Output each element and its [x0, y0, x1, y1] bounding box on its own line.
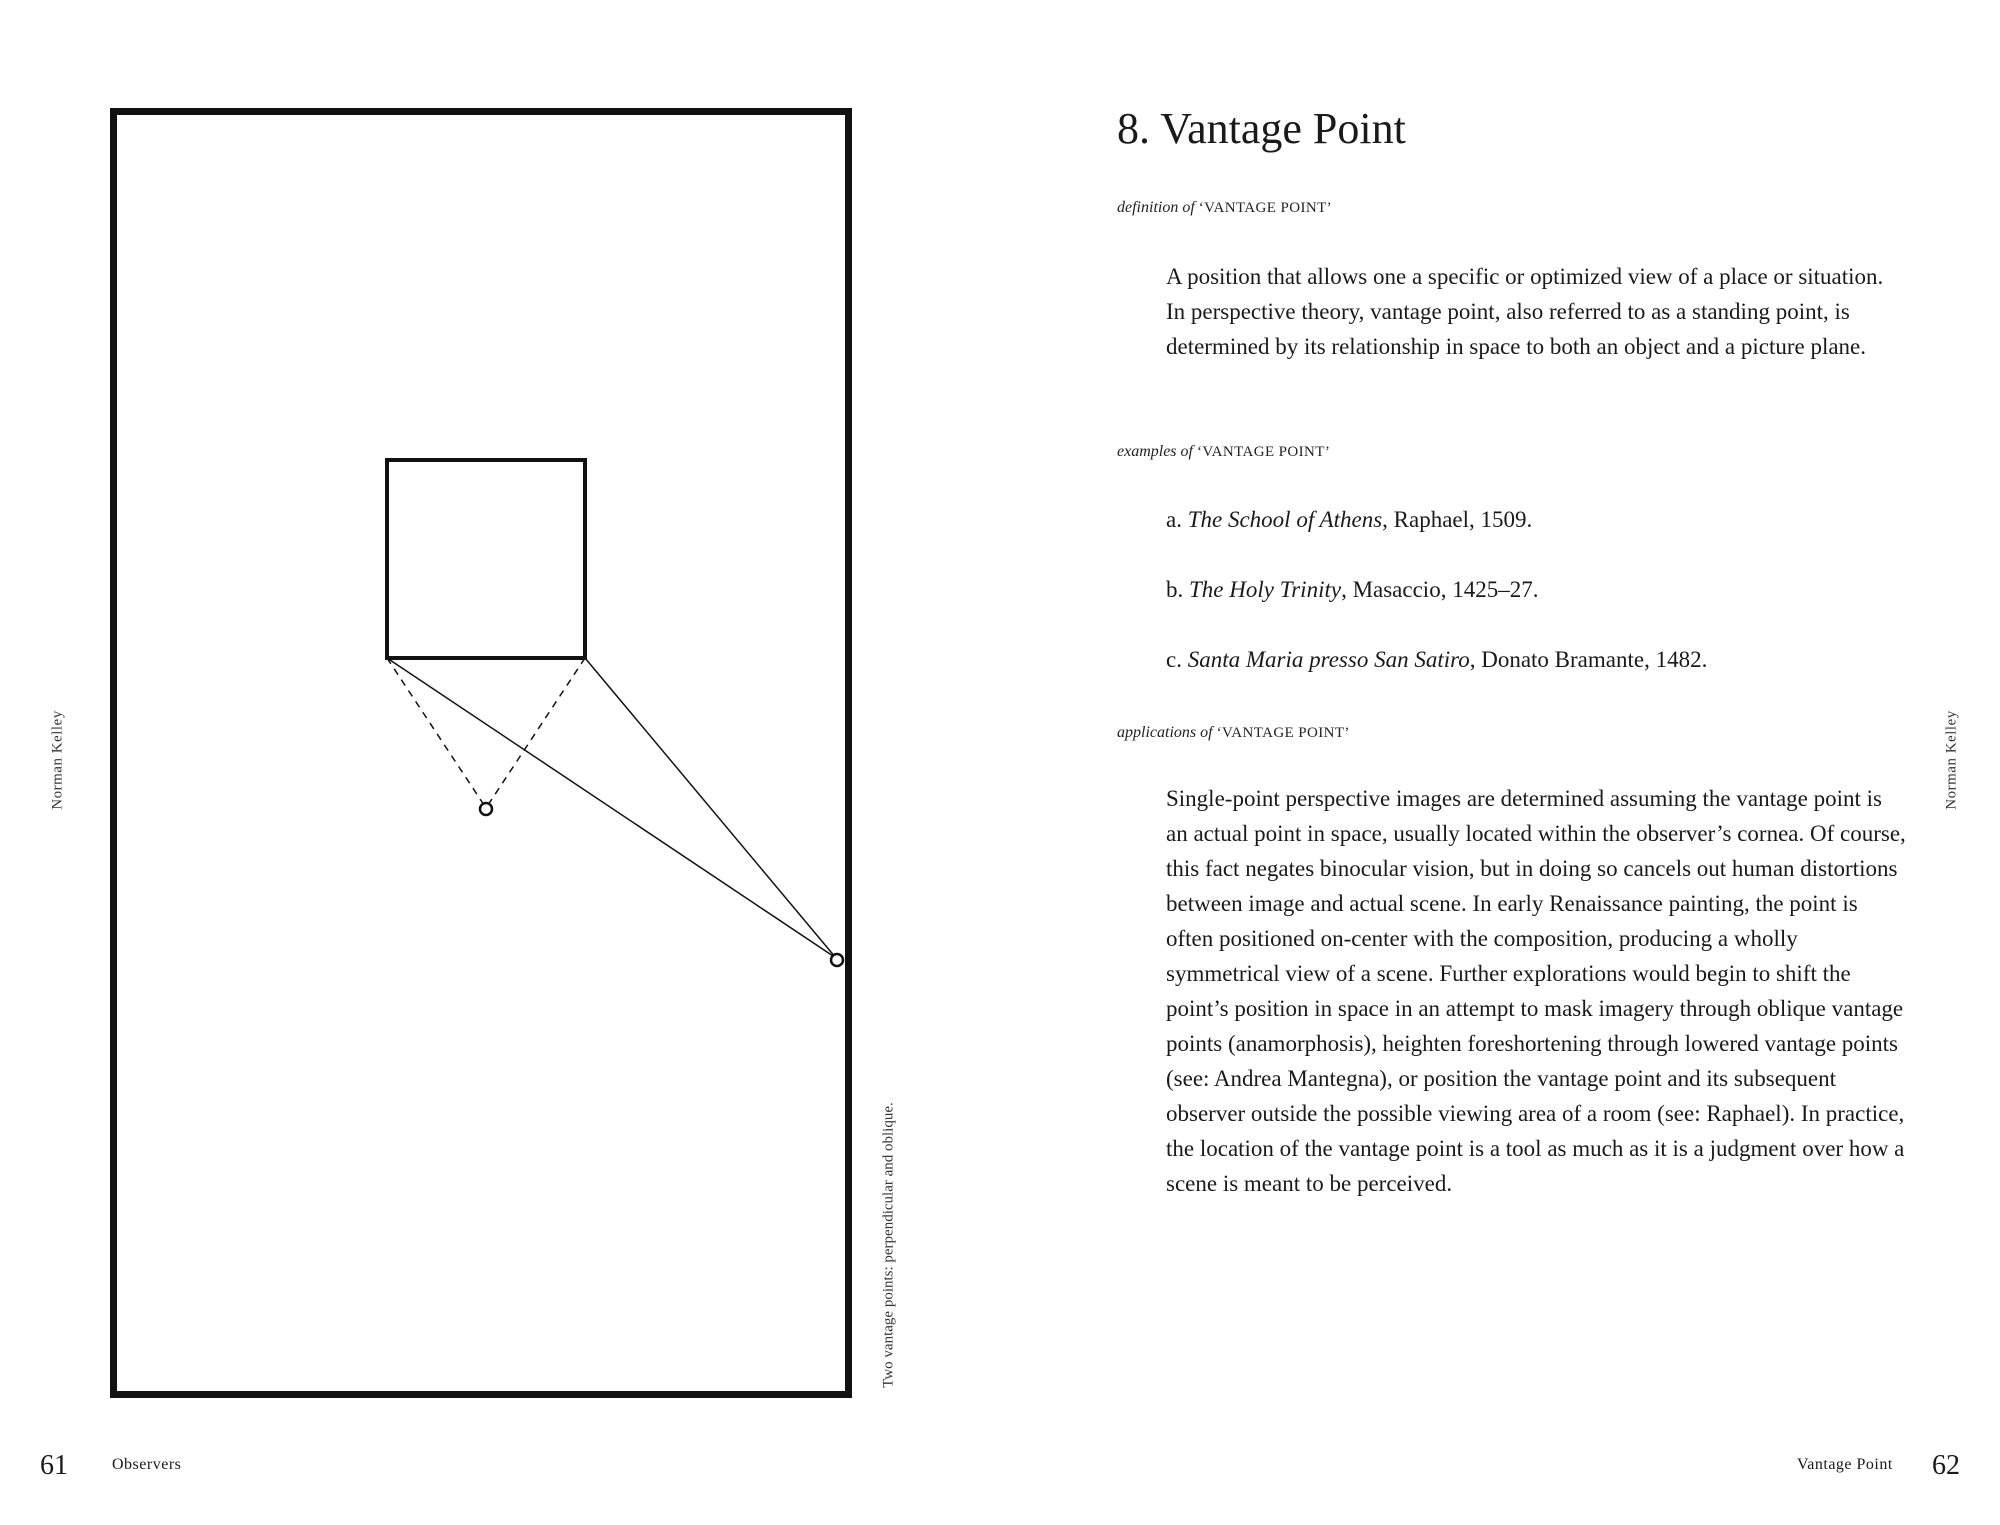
example-work: The School of Athens [1187, 507, 1383, 532]
definition-text: A position that allows one a specific or optimized view of a place or situation. In perspective theory, vantage point, also referred to as a standing point, is determined by its relationship in space to both an object and a picture plane. [1166, 264, 1884, 359]
running-head-right: Norman Kelley [1943, 710, 1960, 810]
figure-caption: Two vantage points: perpendicular and oblique. [880, 1102, 897, 1388]
object-square [387, 460, 585, 658]
applications-label-term: ‘VANTAGE POINT’ [1216, 725, 1350, 741]
definition-label-term: ‘VANTAGE POINT’ [1198, 200, 1333, 216]
example-work: The Holy Trinity [1189, 577, 1342, 602]
page-title: 8. Vantage Point [1117, 104, 1406, 153]
applications-label [1117, 724, 1350, 742]
oblique-sight-line-left [387, 658, 836, 958]
example-rest: , Raphael, 1509. [1382, 507, 1533, 532]
example-letter: b. [1166, 577, 1189, 602]
definition-label-prefix: definition of [1117, 199, 1195, 216]
oblique-vantage-point [831, 954, 843, 966]
perpendicular-vantage-point [480, 803, 492, 815]
oblique-sight-line-right [585, 658, 836, 958]
example-rest: , Masaccio, 1425–27. [1341, 577, 1539, 602]
perpendicular-sight-line-right [486, 658, 585, 808]
example-letter: c. [1166, 647, 1188, 672]
example-letter: a. [1166, 507, 1188, 532]
examples-label-term: ‘VANTAGE POINT’ [1196, 444, 1331, 460]
example-rest: , Donato Bramante, 1482. [1469, 647, 1708, 672]
applications-text: Single-point perspective images are determined assuming the vantage point is an actual point in space, usually located within the observer’s cornea. Of course, this fact negates binocular vision, but in doing so cancels out human distortions between image and actual scene. In early Renaissance painting, the point is often positioned on-center with the composition, producing a wholly symmetrical view of a scene. Further explorations would begin to shift the point’s position in space in an attempt to mask imagery through oblique vantage points (anamorphosis), heighten foreshortening through lowered vantage points (see: Andrea Mantegna), or position the vantage point and its subsequent observer outside the possible viewing area of a room (see: Raphael). In practice, the location of the vantage point is a tool as much as it is a judgment over how a scene is meant to be perceived. [1166, 786, 1906, 1196]
page-number-right: 62 [1932, 1450, 1960, 1481]
examples-label-prefix: examples of [1117, 443, 1193, 460]
example-work: Santa Maria presso San Satiro [1187, 647, 1470, 672]
example-item [1166, 505, 1532, 535]
definition-label [1117, 199, 1332, 217]
perpendicular-sight-line-left [387, 658, 486, 808]
section-name-left: Observers [112, 1456, 182, 1473]
section-name-right: Vantage Point [1797, 1456, 1893, 1473]
page-number-left: 61 [40, 1450, 68, 1481]
running-head-left: Norman Kelley [49, 710, 66, 810]
example-item [1166, 645, 1707, 675]
examples-label [1117, 443, 1330, 461]
applications-label-prefix: applications of [1117, 724, 1213, 741]
example-item [1166, 575, 1538, 605]
